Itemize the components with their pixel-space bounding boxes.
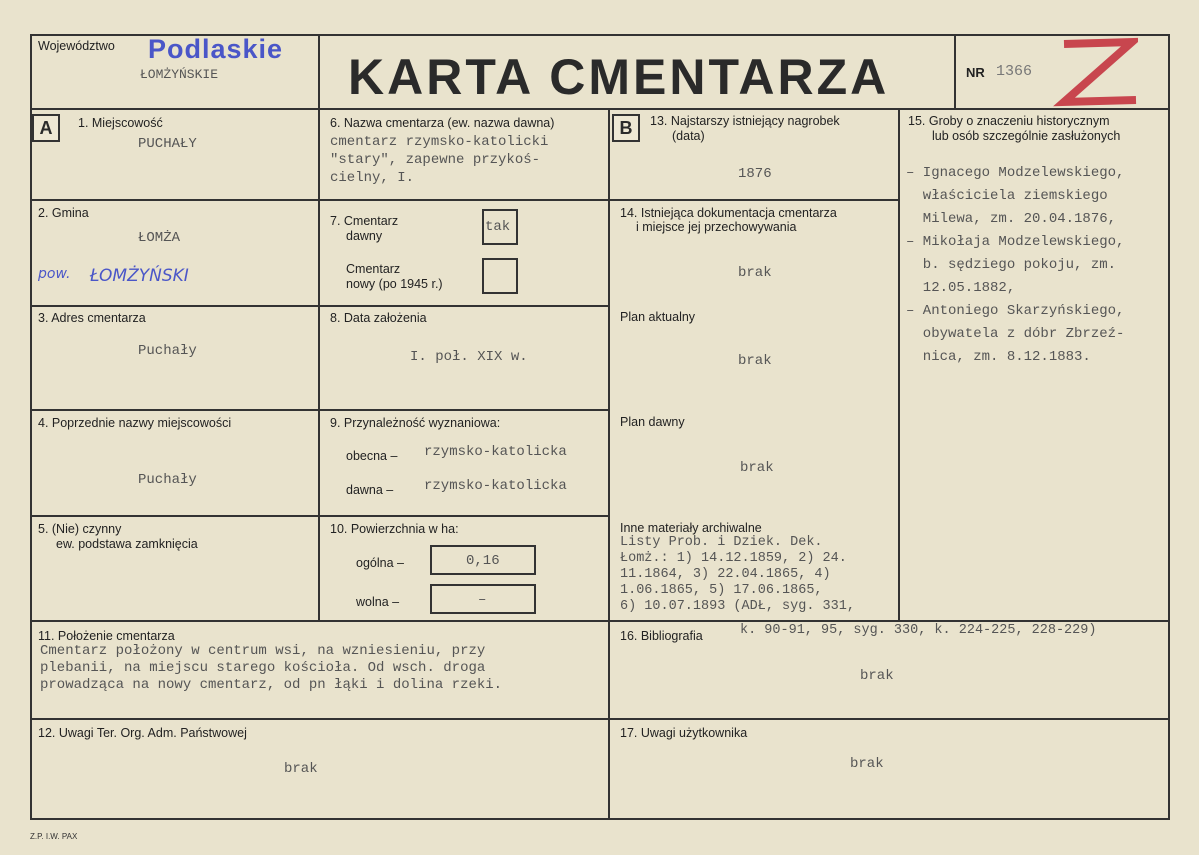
f10-ogolna-box [430, 545, 536, 575]
page-title: KARTA CMENTARZA [348, 49, 890, 105]
plan-dawny-value: brak [740, 460, 774, 476]
section-a-box: A [32, 114, 60, 142]
f13-value: 1876 [738, 166, 772, 182]
f7-label-4: nowy (po 1945 r.) [346, 277, 443, 291]
row-line-3 [30, 409, 610, 411]
inne-label: Inne materiały archiwalne [620, 521, 762, 535]
f9-label: 9. Przynależność wyznaniowa: [330, 416, 501, 430]
nr-label: NR [966, 65, 985, 80]
header-sep-2 [954, 34, 956, 108]
f14-value: brak [738, 265, 772, 281]
f4-label: 4. Poprzednie nazwy miejscowości [38, 416, 232, 430]
f9-dawna-label: dawna – [346, 483, 394, 497]
f9-obecna-value: rzymsko-katolicka [424, 444, 567, 460]
row-line-2 [30, 305, 610, 307]
header-sep-1 [318, 34, 320, 108]
f12-value: brak [284, 761, 318, 777]
f13-label-1: 13. Najstarszy istniejący nagrobek [650, 114, 840, 128]
f10-wolna-value: – [478, 592, 487, 608]
plan-aktualny-value: brak [738, 353, 772, 369]
f7-label-3: Cmentarz [346, 262, 401, 276]
f14-label-1: 14. Istniejąca dokumentacja cmentarza [620, 206, 837, 220]
f7-checkbox-new [482, 258, 518, 294]
f14-label-2: i miejsce jej przechowywania [636, 220, 797, 234]
f9-obecna-label: obecna – [346, 449, 398, 463]
f5-label-1: 5. (Nie) czynny [38, 522, 122, 536]
f6-label: 6. Nazwa cmentarza (ew. nazwa dawna) [330, 116, 555, 130]
f5-label-2: ew. podstawa zamknięcia [56, 537, 198, 551]
col-line-3 [898, 108, 900, 620]
f2-label: 2. Gmina [38, 206, 89, 220]
wojewodztwo-stamp: Podlaskie [148, 34, 284, 64]
row-line-1 [30, 199, 610, 201]
f3-value: Puchały [138, 343, 197, 359]
f17-value: brak [850, 756, 884, 772]
f10-wolna-label: wolna – [356, 595, 400, 609]
row-line-b [608, 199, 900, 201]
row-line-4 [30, 515, 610, 517]
f7-label-1: 7. Cmentarz [330, 214, 399, 228]
red-z-mark [1052, 36, 1138, 110]
f15-label-2: lub osób szczególnie zasłużonych [932, 129, 1121, 143]
f10-ogolna-value: 0,16 [466, 553, 500, 569]
row-line-6 [30, 718, 1170, 720]
f4-value: Puchały [138, 472, 197, 488]
f15-value: – Ignacego Modzelewskiego, właściciela ziemskiego Milewa, zm. 20.04.1876, – Mikołaja Modzelewskiego, b. sędziego pokoju, zm. 12.05.1882, – Antoniego Skarzyńskiego, obywatela z dóbr Zbrzeź- nica, zm. 8.12.1883. [906, 165, 1125, 365]
f3-label: 3. Adres cmentarza [38, 311, 146, 325]
f7-label-2: dawny [346, 229, 383, 243]
f1-label: 1. Miejscowość [78, 116, 163, 130]
plan-aktualny-label: Plan aktualny [620, 310, 696, 324]
f13-label-2: (data) [672, 129, 705, 143]
f15-label-1: 15. Groby o znaczeniu historycznym [908, 114, 1110, 128]
wojewodztwo-label: Województwo [38, 39, 115, 53]
f2-hand-prefix: pow. [38, 266, 71, 282]
inne-value-cont: k. 90-91, 95, syg. 330, k. 224-225, 228-229) [740, 623, 1097, 638]
wojewodztwo-typed: ŁOMŻYŃSKIE [140, 67, 219, 82]
printer-footer: Z.P. I.W. PAX [30, 832, 78, 841]
f2-value: ŁOMŻA [138, 230, 181, 246]
header-divider [30, 108, 1170, 110]
f16-label: 16. Bibliografia [620, 629, 703, 643]
f11-label: 11. Położenie cmentarza [38, 629, 175, 643]
plan-dawny-label: Plan dawny [620, 415, 685, 429]
f9-dawna-value: rzymsko-katolicka [424, 478, 567, 494]
f6-value: cmentarz rzymsko-katolicki "stary", zapewne przykoś- cielny, I. [330, 134, 549, 186]
f10-label: 10. Powierzchnia w ha: [330, 522, 459, 536]
f2-hand-value: ŁOMŻYŃSKI [90, 266, 189, 286]
f7-checkbox-old [482, 209, 518, 245]
f10-wolna-box [430, 584, 536, 614]
section-b-box: B [612, 114, 640, 142]
f10-ogolna-label: ogólna – [356, 556, 404, 570]
f16-value: brak [860, 668, 894, 684]
f12-label: 12. Uwagi Ter. Org. Adm. Państwowej [38, 726, 247, 740]
col-line-2 [608, 108, 610, 820]
f11-value: Cmentarz położony w centrum wsi, na wzniesieniu, przy plebanii, na miejscu starego kościoła. Od wsch. droga prowadząca na nowy cmentarz, od pn łąki i dolina rzeki. [40, 643, 503, 693]
f7-checkbox-old-value: tak [485, 219, 511, 235]
nr-value: 1366 [996, 63, 1033, 80]
f8-value: I. poł. XIX w. [410, 349, 528, 365]
f1-value: PUCHAŁY [138, 136, 197, 152]
f8-label: 8. Data założenia [330, 311, 427, 325]
f17-label: 17. Uwagi użytkownika [620, 726, 748, 740]
col-line-1 [318, 108, 320, 620]
inne-value: Listy Prob. i Dziek. Dek. Łomż.: 1) 14.12.1859, 2) 24. 11.1864, 3) 22.04.1865, 4) 1.06.1865, 5) 17.06.1865, 6) 10.07.1893 (ADŁ, syg. 331, [620, 535, 855, 614]
